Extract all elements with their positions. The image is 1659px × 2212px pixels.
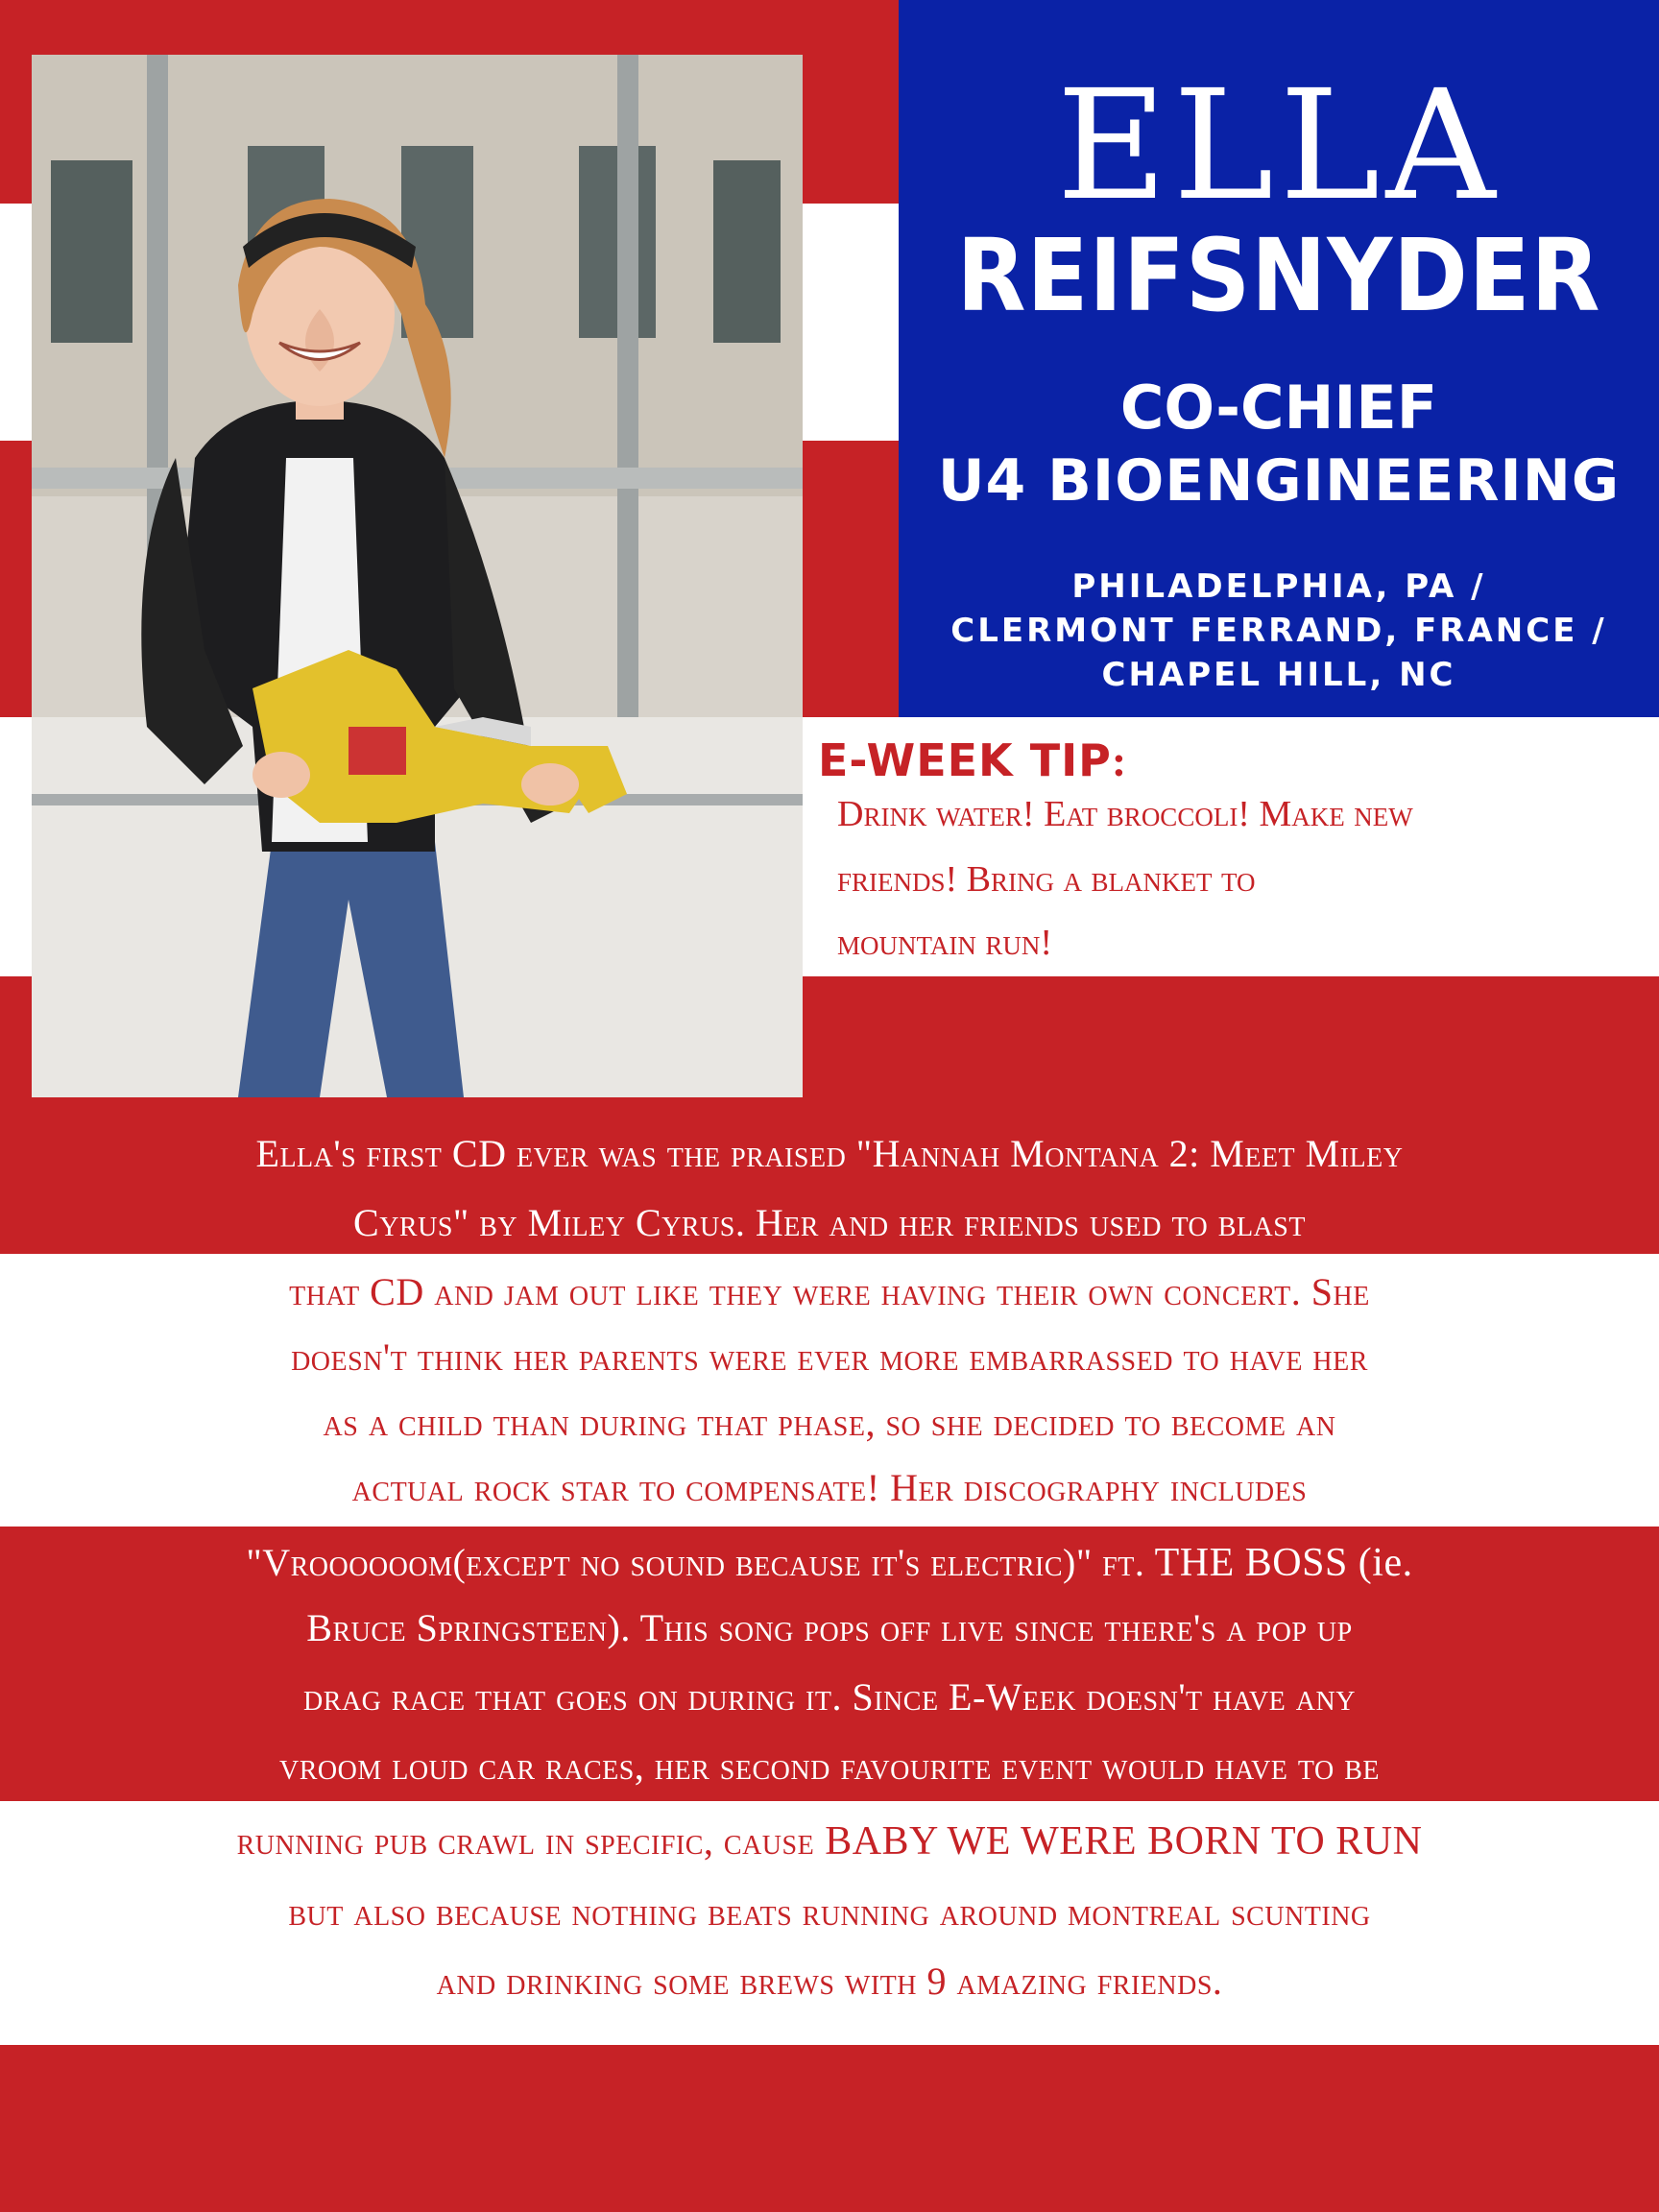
tip-heading-colon: : — [1111, 736, 1128, 785]
bio-line: doesn't think her parents were ever more embarrassed to have her — [291, 1335, 1368, 1379]
bio-text: "Vroooooom(except no sound because it's electric)" ft. — [246, 1541, 1145, 1584]
bio-line — [0, 1534, 1659, 1592]
program-title: U4 BIOENGINEERING — [937, 447, 1621, 515]
bio-line: but also because nothing beats running around montreal scunting — [288, 1890, 1371, 1934]
bio-line: and drinking some brews with 9 amazing friends. — [436, 1960, 1223, 2003]
bio-line: Ella's first CD ever was the praised "Hannah Montana 2: Meet Miley — [255, 1132, 1404, 1175]
name-panel — [899, 0, 1659, 717]
location-line: CHAPEL HILL, NC — [1101, 656, 1456, 694]
bio-line: actual rock star to compensate! Her discography includes — [351, 1466, 1308, 1509]
first-name: ELLA — [1056, 58, 1502, 234]
flag-stripe-red — [0, 2045, 1659, 2212]
tip-line: mountain run! — [837, 923, 1052, 963]
bio-line: Cyrus" by Miley Cyrus. Her and her friends used to blast — [353, 1201, 1306, 1244]
bio-line: that CD and jam out like they were having their own concert. She — [289, 1270, 1370, 1313]
role-title: CO-CHIEF — [1119, 373, 1438, 443]
bio-line — [0, 1813, 1659, 1870]
tip-heading — [818, 735, 1127, 786]
bio-line: Bruce Springsteen). This song pops off live since there's a pop up — [306, 1606, 1353, 1649]
location-line: PHILADELPHIA, PA / — [1071, 567, 1486, 606]
location-line: CLERMONT FERRAND, FRANCE / — [950, 612, 1607, 650]
bio-line: drag race that goes on during it. Since E-Week doesn't have any — [303, 1675, 1356, 1719]
bio-emphasis: THE BOSS (ie. — [1144, 1541, 1413, 1585]
last-name: REIFSNYDER — [956, 217, 1601, 334]
bio-line: as a child than during that phase, so she decided to become an — [323, 1401, 1336, 1444]
profile-photo — [32, 55, 803, 1097]
tip-line: Drink water! Eat broccoli! Make new — [837, 794, 1413, 834]
tip-line: friends! Bring a blanket to — [837, 859, 1256, 900]
bio-text: running pub crawl in specific, cause — [236, 1819, 815, 1863]
bio-line: vroom loud car races, her second favourite event would have to be — [278, 1744, 1380, 1788]
tip-heading-text: E-WEEK TIP — [818, 734, 1112, 786]
bio-emphasis: BABY WE WERE BORN TO RUN — [814, 1819, 1423, 1863]
